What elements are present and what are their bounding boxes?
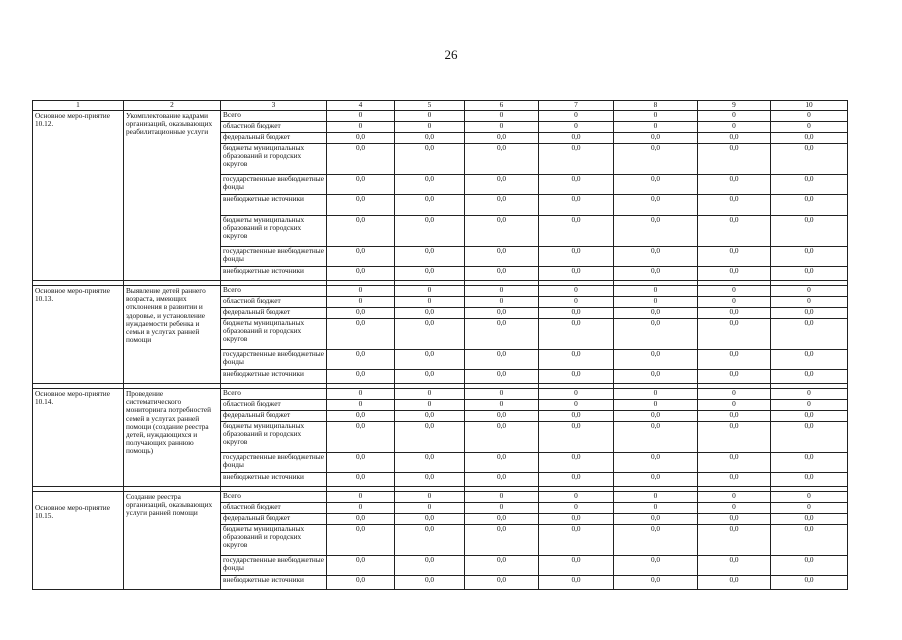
activity-cell: Укомплектование кадрами организаций, оказывающих реабилитационные услуги	[124, 111, 221, 281]
value-cell: 0,0	[614, 422, 698, 453]
value-cell: 0,0	[614, 350, 698, 370]
value-cell: 0	[395, 122, 465, 133]
value-cell: 0,0	[465, 216, 539, 247]
funding-source-cell: государственные внебюджетные фонды	[221, 453, 327, 473]
value-cell: 0	[698, 122, 771, 133]
value-cell: 0,0	[327, 247, 395, 267]
value-cell: 0,0	[465, 411, 539, 422]
value-cell: 0,0	[465, 576, 539, 590]
funding-source-cell: Всего	[221, 286, 327, 297]
value-cell: 0,0	[395, 350, 465, 370]
value-cell: 0,0	[395, 411, 465, 422]
value-cell: 0,0	[539, 267, 614, 281]
value-cell: 0,0	[327, 514, 395, 525]
value-cell: 0,0	[698, 453, 771, 473]
value-cell: 0	[698, 297, 771, 308]
value-cell: 0,0	[614, 453, 698, 473]
value-cell: 0,0	[698, 267, 771, 281]
value-cell: 0,0	[465, 556, 539, 576]
value-cell: 0	[395, 111, 465, 122]
value-cell: 0,0	[614, 216, 698, 247]
value-cell: 0,0	[771, 308, 848, 319]
value-cell: 0,0	[395, 195, 465, 216]
value-cell: 0,0	[539, 247, 614, 267]
value-cell: 0	[698, 389, 771, 400]
value-cell: 0,0	[614, 514, 698, 525]
value-cell: 0,0	[771, 370, 848, 384]
header-col-10: 10	[771, 101, 848, 111]
value-cell: 0,0	[539, 308, 614, 319]
budget-table-container	[32, 100, 847, 590]
value-cell: 0,0	[465, 370, 539, 384]
value-cell: 0	[465, 492, 539, 503]
funding-source-cell: внебюджетные источники	[221, 473, 327, 487]
value-cell: 0,0	[465, 525, 539, 556]
funding-source-cell: государственные внебюджетные фонды	[221, 556, 327, 576]
funding-source-cell: внебюджетные источники	[221, 576, 327, 590]
value-cell: 0,0	[771, 350, 848, 370]
value-cell: 0	[465, 122, 539, 133]
header-col-2: 2	[124, 101, 221, 111]
value-cell: 0,0	[614, 556, 698, 576]
value-cell: 0	[465, 389, 539, 400]
value-cell: 0,0	[465, 144, 539, 175]
funding-source-cell: государственные внебюджетные фонды	[221, 247, 327, 267]
header-col-5: 5	[395, 101, 465, 111]
header-col-6: 6	[465, 101, 539, 111]
funding-source-cell: Всего	[221, 111, 327, 122]
value-cell: 0,0	[539, 175, 614, 195]
header-col-1: 1	[33, 101, 124, 111]
value-cell: 0,0	[395, 319, 465, 350]
value-cell: 0,0	[327, 453, 395, 473]
funding-source-cell: областной бюджет	[221, 297, 327, 308]
value-cell: 0	[539, 111, 614, 122]
value-cell: 0	[539, 286, 614, 297]
funding-source-cell: внебюджетные источники	[221, 370, 327, 384]
value-cell: 0,0	[465, 195, 539, 216]
table-row	[33, 286, 848, 297]
value-cell: 0	[327, 286, 395, 297]
value-cell: 0,0	[395, 247, 465, 267]
value-cell: 0	[327, 400, 395, 411]
value-cell: 0,0	[614, 319, 698, 350]
funding-source-cell: федеральный бюджет	[221, 308, 327, 319]
value-cell: 0	[395, 492, 465, 503]
value-cell: 0	[327, 297, 395, 308]
value-cell: 0	[614, 286, 698, 297]
value-cell: 0,0	[698, 216, 771, 247]
page-number: 26	[444, 47, 458, 62]
value-cell: 0,0	[395, 556, 465, 576]
value-cell: 0	[327, 492, 395, 503]
value-cell: 0	[327, 111, 395, 122]
value-cell: 0,0	[465, 514, 539, 525]
value-cell: 0	[465, 400, 539, 411]
value-cell: 0,0	[614, 267, 698, 281]
value-cell: 0,0	[539, 216, 614, 247]
value-cell: 0	[614, 492, 698, 503]
value-cell: 0,0	[327, 473, 395, 487]
value-cell: 0,0	[327, 556, 395, 576]
value-cell: 0,0	[771, 144, 848, 175]
value-cell: 0	[771, 111, 848, 122]
value-cell: 0,0	[771, 216, 848, 247]
value-cell: 0	[539, 400, 614, 411]
value-cell: 0,0	[395, 453, 465, 473]
measure-cell: Основное меро-приятие 10.14.	[33, 389, 124, 487]
value-cell: 0,0	[771, 514, 848, 525]
value-cell: 0,0	[771, 195, 848, 216]
value-cell: 0,0	[395, 308, 465, 319]
value-cell: 0	[698, 503, 771, 514]
value-cell: 0,0	[698, 350, 771, 370]
value-cell: 0	[771, 503, 848, 514]
value-cell: 0,0	[395, 133, 465, 144]
value-cell: 0,0	[465, 267, 539, 281]
value-cell: 0,0	[614, 370, 698, 384]
value-cell: 0,0	[539, 370, 614, 384]
value-cell: 0,0	[395, 525, 465, 556]
funding-source-cell: областной бюджет	[221, 122, 327, 133]
value-cell: 0,0	[698, 556, 771, 576]
value-cell: 0,0	[327, 576, 395, 590]
value-cell: 0,0	[698, 308, 771, 319]
value-cell: 0,0	[771, 175, 848, 195]
value-cell: 0,0	[771, 453, 848, 473]
value-cell: 0,0	[614, 247, 698, 267]
value-cell: 0,0	[771, 576, 848, 590]
value-cell: 0,0	[539, 576, 614, 590]
header-col-7: 7	[539, 101, 614, 111]
header-col-8: 8	[614, 101, 698, 111]
value-cell: 0	[698, 400, 771, 411]
value-cell: 0,0	[771, 422, 848, 453]
value-cell: 0,0	[539, 422, 614, 453]
header-col-4: 4	[327, 101, 395, 111]
value-cell: 0	[395, 389, 465, 400]
value-cell: 0,0	[698, 175, 771, 195]
value-cell: 0,0	[771, 473, 848, 487]
funding-source-cell: внебюджетные источники	[221, 267, 327, 281]
value-cell: 0,0	[395, 216, 465, 247]
value-cell: 0	[771, 286, 848, 297]
value-cell: 0,0	[327, 319, 395, 350]
header-row	[33, 101, 848, 111]
value-cell: 0	[395, 400, 465, 411]
value-cell: 0,0	[395, 514, 465, 525]
funding-source-cell: бюджеты муниципальных образований и городских округов	[221, 216, 327, 247]
value-cell: 0,0	[771, 267, 848, 281]
value-cell: 0	[771, 400, 848, 411]
value-cell: 0,0	[539, 133, 614, 144]
value-cell: 0	[771, 122, 848, 133]
value-cell: 0,0	[539, 556, 614, 576]
value-cell: 0	[327, 389, 395, 400]
funding-source-cell: бюджеты муниципальных образований и городских округов	[221, 319, 327, 350]
value-cell: 0	[614, 503, 698, 514]
value-cell: 0,0	[395, 175, 465, 195]
value-cell: 0,0	[698, 247, 771, 267]
activity-cell: Проведение систематического мониторинга потребностей семей в услугах ранней помощи (создание реестра детей, нуждающихся и получающих раннюю помощь)	[124, 389, 221, 487]
value-cell: 0,0	[698, 514, 771, 525]
value-cell: 0,0	[465, 133, 539, 144]
value-cell: 0	[698, 492, 771, 503]
funding-source-cell: федеральный бюджет	[221, 411, 327, 422]
header-col-3: 3	[221, 101, 327, 111]
value-cell: 0,0	[539, 514, 614, 525]
value-cell: 0,0	[614, 195, 698, 216]
funding-source-cell: областной бюджет	[221, 400, 327, 411]
value-cell: 0,0	[539, 453, 614, 473]
funding-source-cell: Всего	[221, 389, 327, 400]
value-cell: 0,0	[614, 308, 698, 319]
value-cell: 0,0	[698, 411, 771, 422]
value-cell: 0,0	[327, 422, 395, 453]
value-cell: 0	[395, 286, 465, 297]
value-cell: 0,0	[771, 556, 848, 576]
table-row	[33, 389, 848, 400]
value-cell: 0,0	[539, 144, 614, 175]
value-cell: 0,0	[465, 473, 539, 487]
value-cell: 0,0	[327, 216, 395, 247]
value-cell: 0,0	[771, 525, 848, 556]
activity-cell: Создание реестра организаций, оказывающих услуги ранней помощи	[124, 492, 221, 590]
value-cell: 0	[614, 122, 698, 133]
value-cell: 0,0	[698, 576, 771, 590]
value-cell: 0,0	[327, 350, 395, 370]
value-cell: 0,0	[539, 195, 614, 216]
value-cell: 0,0	[539, 473, 614, 487]
value-cell: 0,0	[539, 411, 614, 422]
value-cell: 0,0	[614, 576, 698, 590]
value-cell: 0,0	[771, 411, 848, 422]
value-cell: 0,0	[327, 308, 395, 319]
value-cell: 0,0	[698, 144, 771, 175]
value-cell: 0	[465, 286, 539, 297]
value-cell: 0,0	[539, 525, 614, 556]
funding-source-cell: областной бюджет	[221, 503, 327, 514]
value-cell: 0,0	[327, 370, 395, 384]
measure-cell: Основное меро-приятие 10.15.	[33, 492, 124, 590]
measure-cell: Основное меро-приятие 10.12.	[33, 111, 124, 281]
value-cell: 0,0	[698, 473, 771, 487]
value-cell: 0,0	[771, 133, 848, 144]
value-cell: 0	[539, 122, 614, 133]
value-cell: 0	[614, 111, 698, 122]
value-cell: 0	[698, 286, 771, 297]
value-cell: 0,0	[465, 308, 539, 319]
value-cell: 0,0	[614, 144, 698, 175]
value-cell: 0	[465, 503, 539, 514]
value-cell: 0	[465, 297, 539, 308]
funding-source-cell: бюджеты муниципальных образований и городских округов	[221, 144, 327, 175]
value-cell: 0,0	[698, 422, 771, 453]
funding-source-cell: бюджеты муниципальных образований и городских округов	[221, 422, 327, 453]
value-cell: 0,0	[698, 370, 771, 384]
header-col-9: 9	[698, 101, 771, 111]
value-cell: 0,0	[465, 247, 539, 267]
value-cell: 0,0	[614, 473, 698, 487]
value-cell: 0	[395, 503, 465, 514]
table-body	[33, 111, 848, 590]
value-cell: 0	[465, 111, 539, 122]
value-cell: 0,0	[327, 195, 395, 216]
funding-source-cell: государственные внебюджетные фонды	[221, 350, 327, 370]
value-cell: 0,0	[465, 319, 539, 350]
value-cell: 0	[614, 297, 698, 308]
value-cell: 0,0	[698, 195, 771, 216]
value-cell: 0	[539, 492, 614, 503]
value-cell: 0,0	[698, 525, 771, 556]
value-cell: 0	[614, 400, 698, 411]
value-cell: 0,0	[327, 144, 395, 175]
value-cell: 0	[539, 503, 614, 514]
value-cell: 0,0	[395, 144, 465, 175]
value-cell: 0	[327, 122, 395, 133]
value-cell: 0	[327, 503, 395, 514]
table-header	[33, 101, 848, 111]
table-row	[33, 492, 848, 503]
value-cell: 0	[698, 111, 771, 122]
value-cell: 0,0	[614, 525, 698, 556]
value-cell: 0,0	[771, 319, 848, 350]
value-cell: 0,0	[465, 175, 539, 195]
value-cell: 0	[539, 389, 614, 400]
funding-source-cell: федеральный бюджет	[221, 133, 327, 144]
funding-source-cell: внебюджетные источники	[221, 195, 327, 216]
budget-table	[32, 100, 848, 590]
value-cell: 0	[771, 492, 848, 503]
value-cell: 0,0	[614, 411, 698, 422]
funding-source-cell: бюджеты муниципальных образований и городских округов	[221, 525, 327, 556]
value-cell: 0,0	[698, 133, 771, 144]
value-cell: 0,0	[395, 267, 465, 281]
value-cell: 0,0	[327, 267, 395, 281]
value-cell: 0,0	[614, 133, 698, 144]
value-cell: 0,0	[327, 175, 395, 195]
table-row	[33, 111, 848, 122]
value-cell: 0	[539, 297, 614, 308]
value-cell: 0,0	[465, 453, 539, 473]
value-cell: 0	[771, 389, 848, 400]
value-cell: 0,0	[539, 319, 614, 350]
value-cell: 0,0	[327, 525, 395, 556]
funding-source-cell: государственные внебюджетные фонды	[221, 175, 327, 195]
value-cell: 0,0	[614, 175, 698, 195]
value-cell: 0	[395, 297, 465, 308]
value-cell: 0,0	[327, 411, 395, 422]
value-cell: 0,0	[771, 247, 848, 267]
value-cell: 0,0	[539, 350, 614, 370]
value-cell: 0,0	[327, 133, 395, 144]
value-cell: 0	[771, 297, 848, 308]
value-cell: 0,0	[395, 473, 465, 487]
activity-cell: Выявление детей раннего возраста, имеющих отклонения в развитии и здоровье, и установление нуждаемости ребенка и семьи в услугах ранней помощи	[124, 286, 221, 384]
value-cell: 0,0	[465, 422, 539, 453]
value-cell: 0	[614, 389, 698, 400]
value-cell: 0,0	[395, 370, 465, 384]
value-cell: 0,0	[465, 350, 539, 370]
value-cell: 0,0	[698, 319, 771, 350]
value-cell: 0,0	[395, 422, 465, 453]
measure-cell: Основное меро-приятие 10.13.	[33, 286, 124, 384]
value-cell: 0,0	[395, 576, 465, 590]
funding-source-cell: федеральный бюджет	[221, 514, 327, 525]
funding-source-cell: Всего	[221, 492, 327, 503]
